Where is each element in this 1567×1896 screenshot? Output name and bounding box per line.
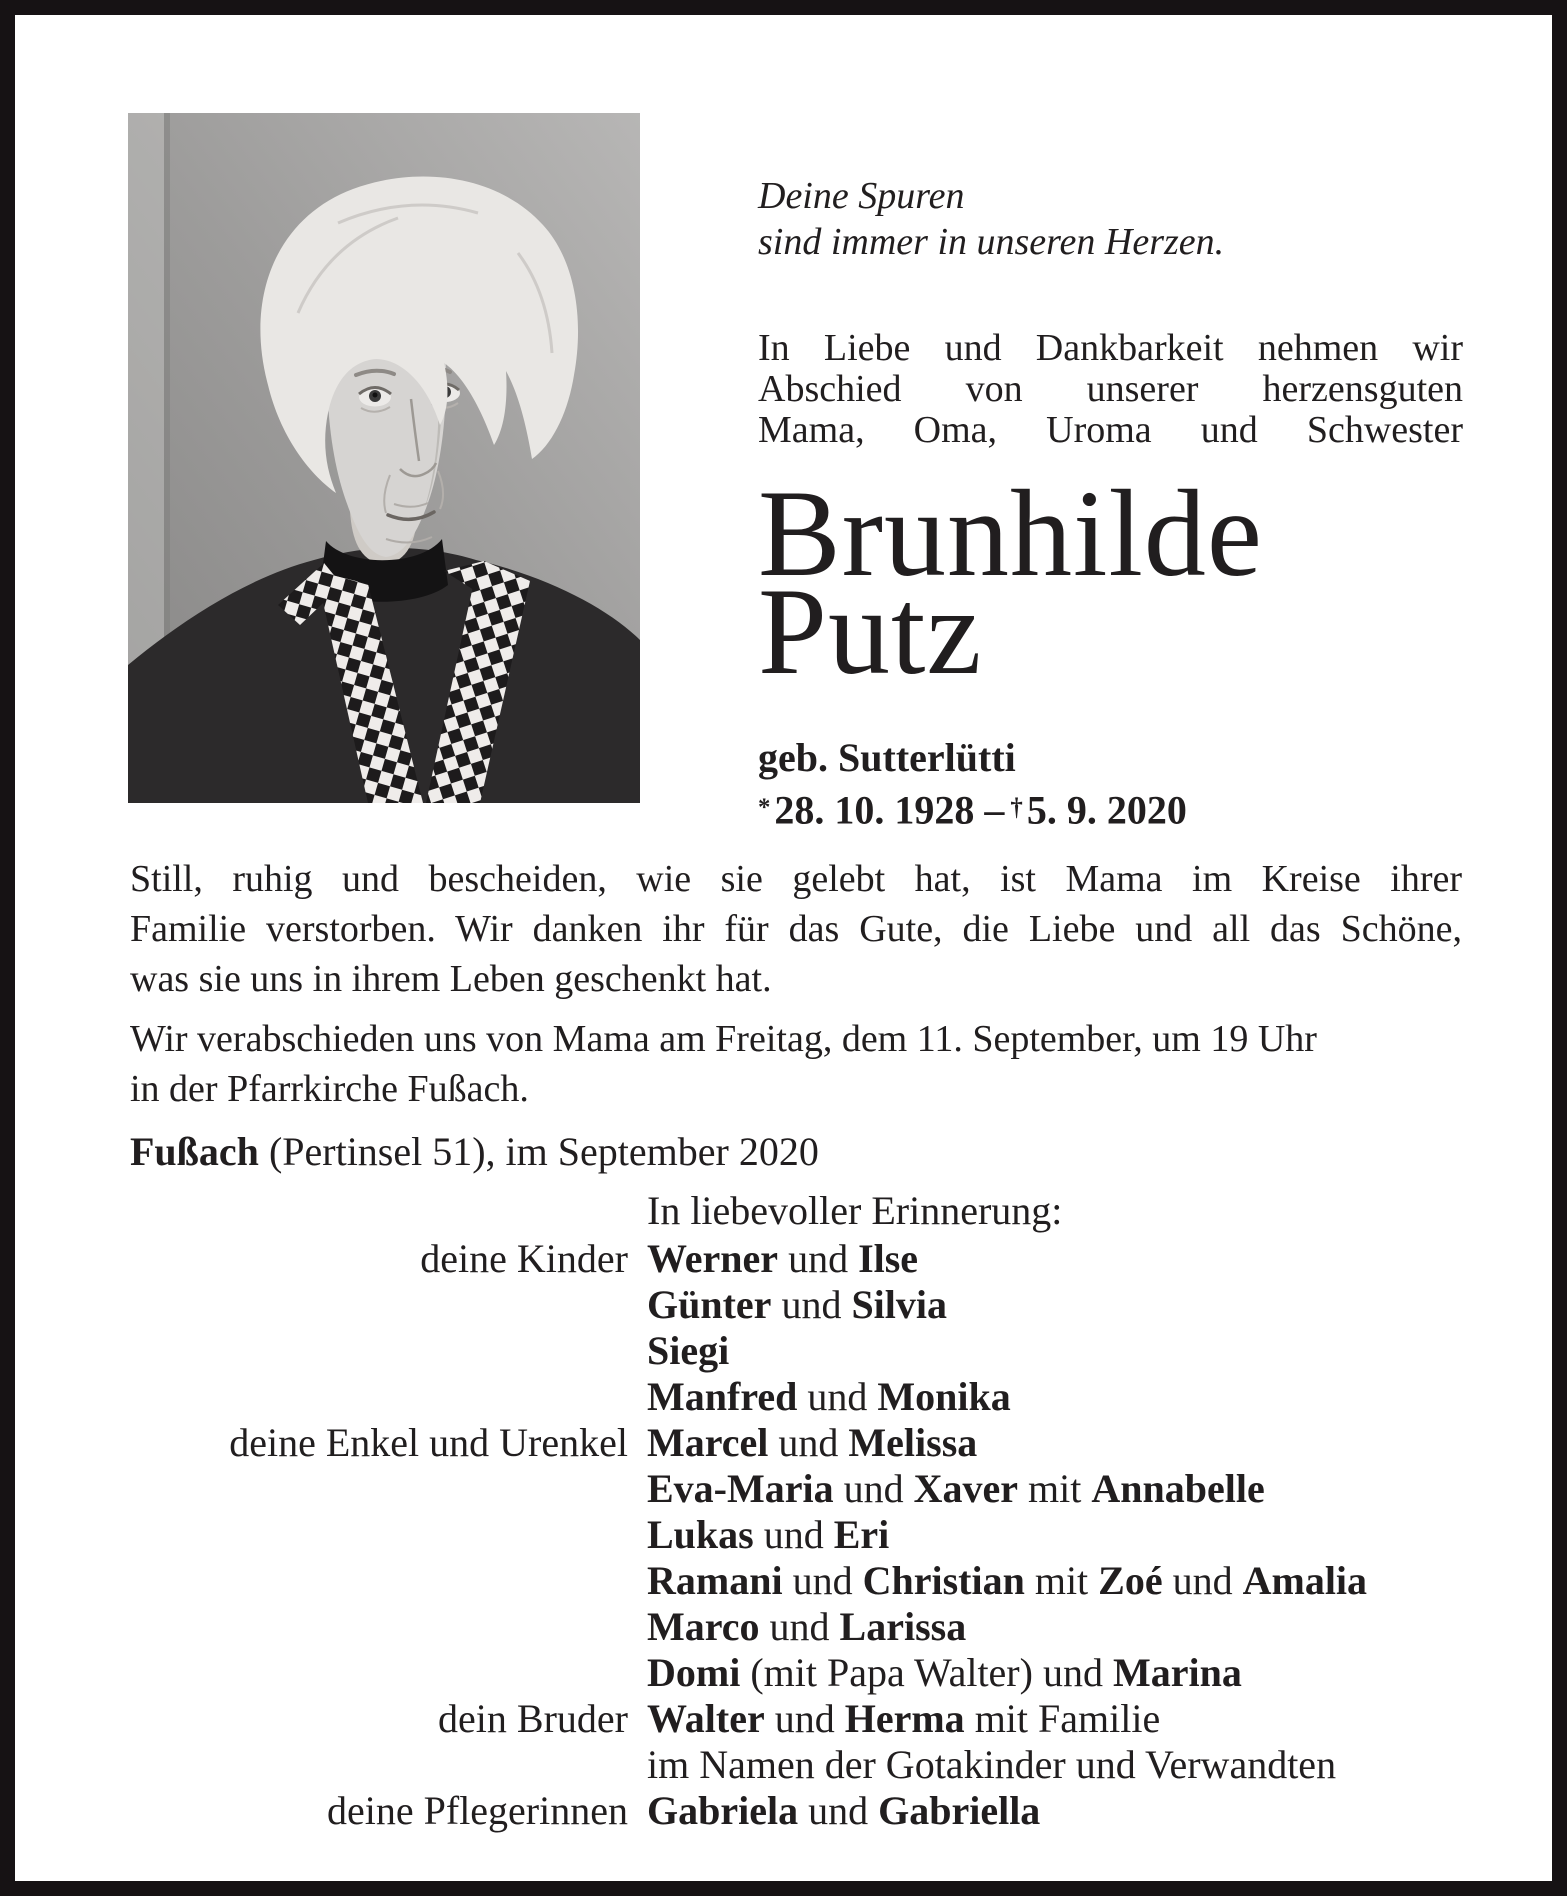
mourner-row [130,1788,1470,1834]
obituary-paragraph: Still, ruhig und bescheiden, wie sie gelebt hat, ist Mama im Kreise ihrer Familie verstorben. Wir danken ihr für das Gute, die Liebe und all das Schöne, was sie uns in ihrem Leben geschenkt hat. [130,858,1462,1000]
mourner-names: Walter und Herma mit Familie [647,1696,1161,1741]
mourner-names: Lukas und Eri [647,1512,890,1557]
death-symbol: † [1010,794,1023,821]
life-dates [758,783,1463,835]
last-name: Putz [758,563,983,700]
mourner-names: Gabriela und Gabriella [647,1788,1041,1833]
mourner-relation-label [130,1328,628,1374]
mourner-relation-label [130,1466,628,1512]
mourner-names: Marcel und Melissa [647,1420,978,1465]
death-date: 5. 9. 2020 [1026,787,1187,833]
mourner-names: Werner und Ilse [647,1236,919,1281]
deceased-name [758,465,1463,700]
mourner-names: im Namen der Gotakinder und Verwandten [647,1742,1337,1787]
mourners-list [130,1236,1470,1834]
header-text-column [758,113,1463,835]
mourner-row [130,1512,1470,1558]
intro-line: Abschied von unserer herzensguten [758,368,1463,410]
intro-line: Mama, Oma, Uroma und Schwester [758,409,1463,451]
mourner-relation-label [130,1282,628,1328]
place: Fußach [130,1129,259,1174]
mourner-row [130,1328,1470,1374]
mourner-names: Eva-Maria und Xaver mit Annabelle [647,1466,1265,1511]
mourner-names: Siegi [647,1328,730,1373]
date-separator: – [984,787,1005,833]
mourner-row [130,1420,1470,1466]
mourner-relation-label [130,1650,628,1696]
first-name: Brunhilde [758,465,1263,602]
epigraph-line: sind immer in unseren Herzen. [758,221,1225,263]
mourner-names: Günter und Silvia [647,1282,948,1327]
mourner-relation-label [130,1558,628,1604]
remembrance-heading: In liebevoller Erinnerung: [647,1188,1063,1233]
obituary-text [130,854,1462,1114]
birth-symbol: * [758,794,771,821]
mourner-row [130,1236,1470,1282]
mourner-row [130,1558,1470,1604]
dateline [130,1127,1462,1177]
mourner-row [130,1650,1470,1696]
mourner-row [130,1742,1470,1788]
mourner-relation-label [130,1512,628,1558]
mourner-names: Ramani und Christian mit Zoé und Amalia [647,1558,1368,1603]
portrait-illustration [128,113,640,803]
mourner-row [130,1374,1470,1420]
portrait-photo [128,113,640,803]
mourner-relation-label [130,1742,628,1788]
mourner-relation-label: deine Kinder [420,1236,628,1281]
epigraph [758,173,1463,265]
epigraph-line: Deine Spuren [758,175,965,217]
maiden-name: geb. Sutterlütti [758,735,1016,780]
mourner-names: Marco und Larissa [647,1604,967,1649]
mourner-relation-label: deine Pflegerinnen [327,1788,628,1833]
mourner-names: Domi (mit Papa Walter) und Marina [647,1650,1242,1695]
mourner-relation-label: dein Bruder [438,1696,628,1741]
mourner-relation-label [130,1604,628,1650]
mourner-row [130,1466,1470,1512]
remembrance-section [130,1186,1470,1834]
mourner-row [130,1604,1470,1650]
dateline-rest: (Pertinsel 51), im September 2020 [258,1129,819,1174]
birth-date: 28. 10. 1928 [774,787,975,833]
mourner-row [130,1282,1470,1328]
farewell-paragraph: Wir verabschieden uns von Mama am Freitag, dem 11. September, um 19 Uhr in der Pfarrkirche Fußach. [130,1018,1317,1110]
intro-line: In Liebe und Dankbarkeit nehmen wir [758,327,1463,369]
mourner-relation-label: deine Enkel und Urenkel [229,1420,628,1465]
mourner-relation-label [130,1374,628,1420]
intro-text [758,328,1463,451]
mourner-row [130,1696,1470,1742]
mourner-names: Manfred und Monika [647,1374,1011,1419]
